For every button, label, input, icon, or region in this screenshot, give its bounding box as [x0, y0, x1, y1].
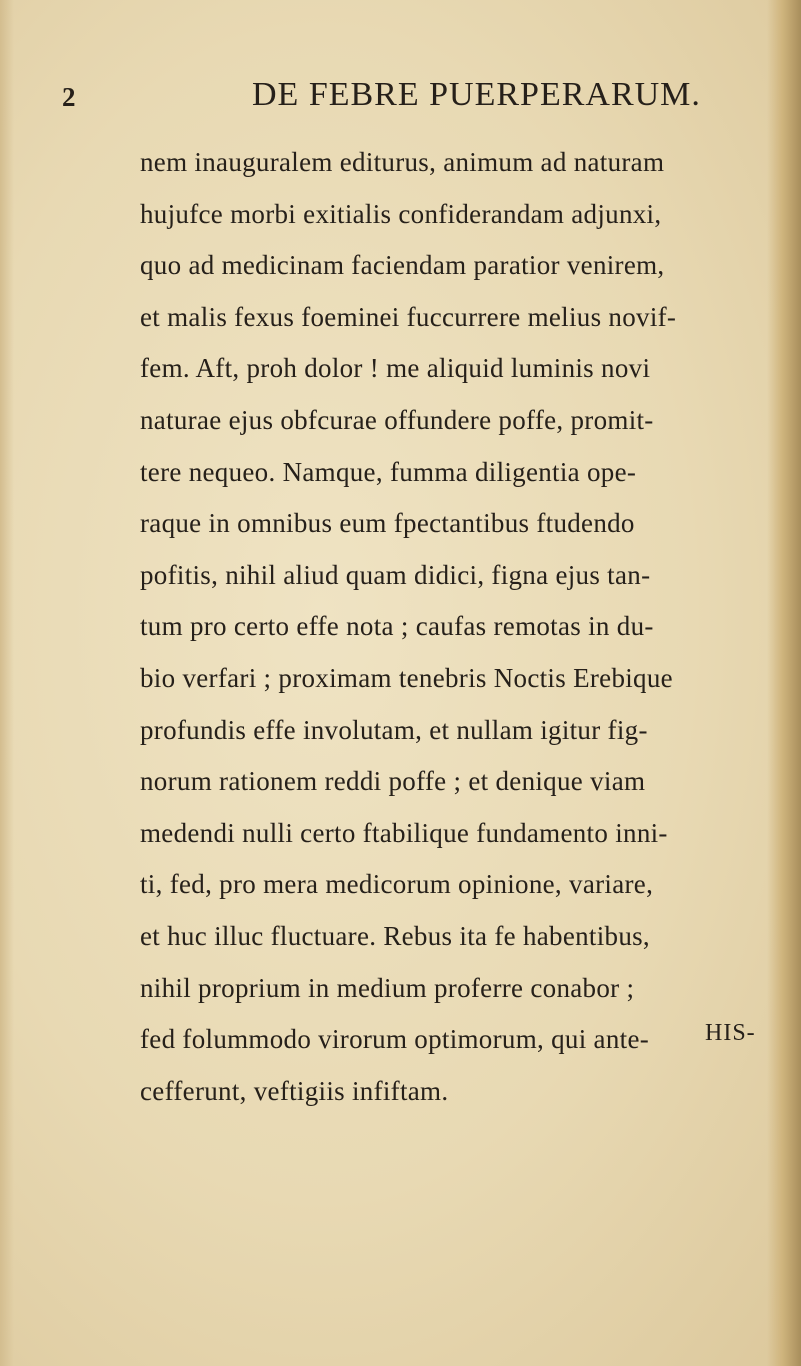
- text-line: naturae ejus obfcurae offundere poffe, promit-: [140, 404, 654, 435]
- text-line: profundis effe involutam, et nullam igitur fig-: [140, 714, 648, 745]
- text-line: hujufce morbi exitialis confiderandam adjunxi,: [140, 198, 662, 229]
- text-line: norum rationem reddi poffe ; et denique viam: [140, 766, 646, 797]
- catchword: HIS-: [705, 1020, 756, 1046]
- text-line: et huc illuc fluctuare. Rebus ita fe habentibus,: [140, 920, 650, 951]
- text-line: fed folummodo virorum optimorum, qui ante-: [140, 1024, 650, 1055]
- text-line: medendi nulli certo ftabilique fundamento inni-: [140, 817, 668, 848]
- text-line: ti, fed, pro mera medicorum opinione, variare,: [140, 869, 654, 900]
- text-line: et malis fexus foeminei fuccurrere melius novif-: [140, 301, 677, 332]
- running-head: [62, 76, 702, 124]
- text-line: bio verfari ; proximam tenebris Noctis Erebique: [140, 662, 673, 693]
- text-line: pofitis, nihil aliud quam didici, figna ejus tan-: [140, 559, 651, 590]
- text-line: tum pro certo effe nota ; caufas remotas in du-: [140, 611, 654, 642]
- page-number: 2: [62, 82, 76, 112]
- text-line: nihil proprium in medium proferre conabor ;: [140, 972, 635, 1003]
- text-line: quo ad medicinam faciendam paratior venirem,: [140, 250, 665, 281]
- text-line: nem inauguralem editurus, animum ad naturam: [140, 147, 665, 177]
- running-title: DE FEBRE PUERPERARUM.: [252, 76, 701, 113]
- text-line: cefferunt, veftigiis infiftam.: [140, 1075, 449, 1106]
- text-line: fem. Aft, proh dolor ! me aliquid luminis novi: [140, 353, 651, 384]
- body-text: [140, 140, 780, 1120]
- text-line: tere nequeo. Namque, fumma diligentia ope-: [140, 456, 637, 487]
- page-left-edge: [0, 0, 14, 1366]
- text-line: raque in omnibus eum fpectantibus ftudendo: [140, 508, 635, 539]
